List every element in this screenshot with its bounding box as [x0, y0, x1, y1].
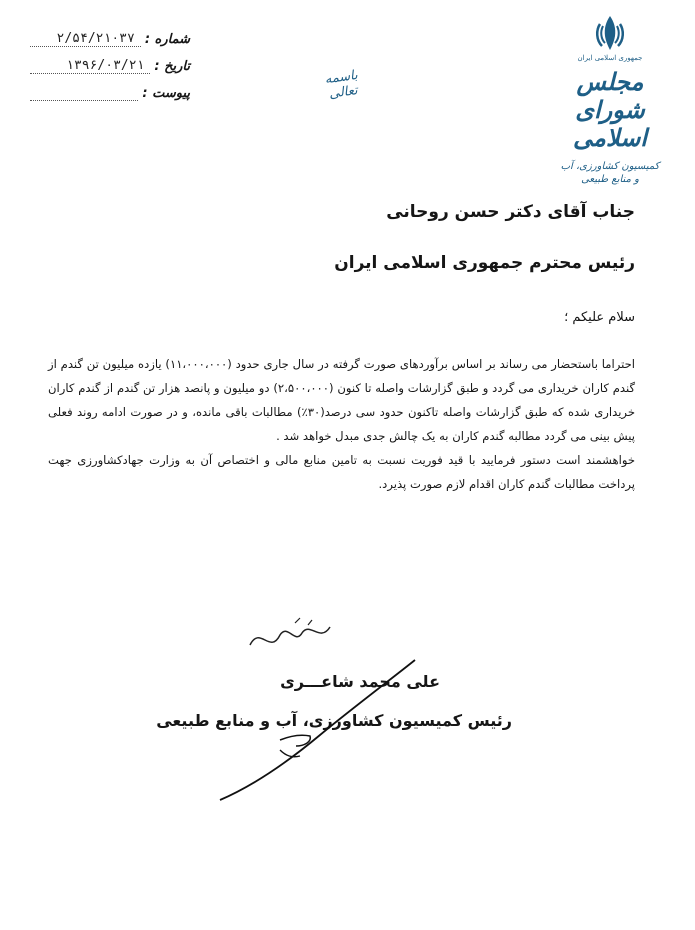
attachment-label: پیوست : [142, 86, 190, 101]
number-value: ۲/۵۴/۲۱۰۳۷ [56, 31, 135, 46]
addressee-title: رئیس محترم جمهوری اسلامی ایران [334, 253, 635, 273]
addressee-name: جناب آقای دکتر حسن روحانی [386, 202, 635, 222]
attachment-row [30, 84, 190, 101]
parliament-logo [545, 12, 675, 185]
date-label: تاریخ : [154, 59, 190, 74]
date-line [30, 57, 150, 74]
logo-committee-line2: و منابع طبیعی [581, 174, 639, 185]
letter-body [48, 352, 635, 496]
number-line [30, 30, 141, 47]
date-row [30, 57, 190, 74]
greeting: سلام علیکم ؛ [564, 310, 635, 325]
logo-subtitle: جمهوری اسلامی ایران [577, 54, 643, 62]
number-label: شماره : [144, 32, 190, 47]
signer-name: علی محمد شاعـــری [280, 672, 440, 691]
number-row [30, 30, 190, 47]
emblem-icon [592, 12, 628, 52]
bismillah-text: باسمه تعالی [323, 67, 359, 102]
logo-committee-line1: کمیسیون کشاورزی، آب [560, 161, 660, 172]
signer-title: رئیس کمیسیون کشاورزی، آب و منابع طبیعی [156, 711, 512, 730]
handwritten-signature-icon [200, 640, 440, 820]
attachment-line [30, 84, 138, 101]
reference-block [30, 30, 190, 111]
body-paragraph: احتراما باستحضار می رساند بر اساس برآوردهای صورت گرفته در سال جاری حدود (۱۱،۰۰۰،۰۰۰) یازده میلیون تن گندم از گندم کاران خریداری می گردد و طبق گزارشات واصله تا کنون (۲،۵۰۰،۰۰۰) دو میلیون و پانصد هزار تن گندم از گندم کاران خریداری شده که طبق گزارشات واصله تاکنون حدود سی درصد(۳۰٪) مطالبات باقی مانده، و در صورت ادامه روند فعلی پیش بینی می گردد مطالبه گندم کاران به یک چالش جدی مبدل خواهد شد . [48, 357, 636, 443]
logo-main-text: مجلس شورای اسلامی [573, 67, 647, 152]
date-value: ۱۳۹۶/۰۳/۲۱ [66, 58, 145, 73]
body-paragraph: خواهشمند است دستور فرمایید با قید فوریت نسبت به تامین منابع مالی و اختصاص آن به وزارت جهادکشاورزی جهت پرداخت مطالبات گندم کاران اقدام لازم صورت پذیرد. [48, 453, 635, 491]
